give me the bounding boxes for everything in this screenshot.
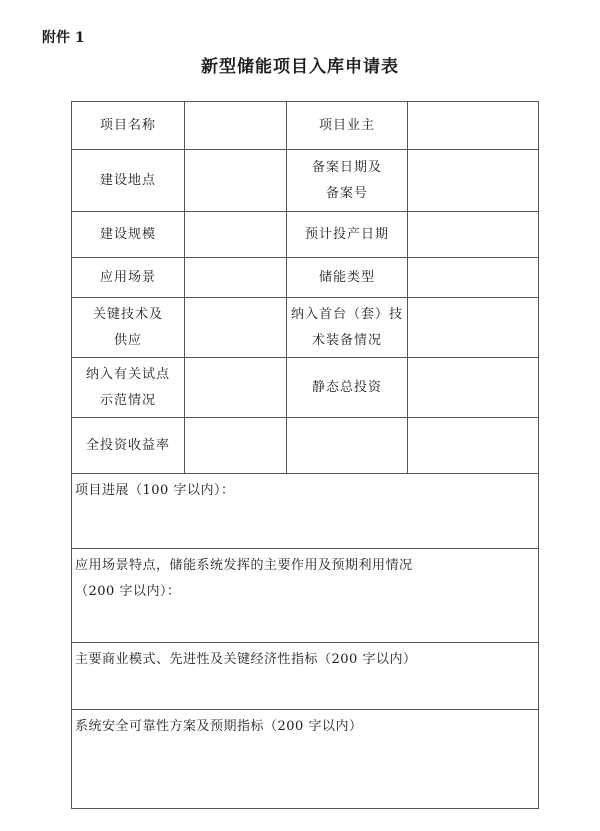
project-name-label: 项目名称 (72, 102, 185, 150)
storage-type-label: 储能类型 (287, 258, 408, 298)
irr-label: 全投资收益率 (72, 418, 185, 474)
table-row (72, 643, 539, 710)
filing-label (287, 150, 408, 212)
pilot-label-line1: 纳入有关试点 (85, 366, 170, 382)
business-model-label: 主要商业模式、先进性及关键经济性指标（200 字以内） (75, 652, 417, 667)
empty-cell[interactable] (408, 418, 539, 474)
table-row (72, 549, 539, 643)
scenario-value-cell[interactable] (185, 258, 287, 298)
scale-label: 建设规模 (72, 212, 185, 258)
safety-label: 系统安全可靠性方案及预期指标（200 字以内） (75, 719, 363, 734)
empty-cell[interactable] (287, 418, 408, 474)
project-owner-value-cell[interactable] (408, 102, 539, 150)
table-row (72, 258, 539, 298)
location-label: 建设地点 (72, 150, 185, 212)
commissioning-date-value-cell[interactable] (408, 212, 539, 258)
business-model-section[interactable] (72, 643, 539, 710)
first-set-value-cell[interactable] (408, 298, 539, 358)
scale-value-cell[interactable] (185, 212, 287, 258)
key-tech-label (72, 298, 185, 358)
key-tech-label-line2: 供应 (113, 332, 142, 348)
scenario-features-label-line1: 应用场景特点，储能系统发挥的主要作用及预期利用情况 (75, 558, 413, 573)
project-name-value-cell[interactable] (185, 102, 287, 150)
static-investment-label: 静态总投资 (287, 358, 408, 418)
commissioning-date-label: 预计投产日期 (287, 212, 408, 258)
safety-section[interactable] (72, 710, 539, 809)
first-set-label (287, 298, 408, 358)
filing-label-line1: 备案日期及 (311, 159, 382, 175)
key-tech-value-cell[interactable] (185, 298, 287, 358)
table-row (72, 358, 539, 418)
first-set-label-line2: 术装备情况 (311, 332, 382, 348)
table-row (72, 102, 539, 150)
application-form-table (71, 101, 539, 809)
filing-label-line2: 备案号 (325, 185, 368, 201)
form-title: 新型储能项目入库申请表 (201, 57, 399, 77)
attachment-label: 附件 1 (42, 30, 85, 46)
first-set-label-line1: 纳入首台（套）技 (290, 306, 403, 322)
location-value-cell[interactable] (185, 150, 287, 212)
filing-value-cell[interactable] (408, 150, 539, 212)
table-row (72, 150, 539, 212)
key-tech-label-line1: 关键技术及 (92, 306, 163, 322)
scenario-label: 应用场景 (72, 258, 185, 298)
pilot-label (72, 358, 185, 418)
table-row (72, 418, 539, 474)
table-row (72, 212, 539, 258)
scenario-features-label-line2: （200 字以内）： (75, 584, 181, 599)
progress-section-label: 项目进展（100 字以内）： (75, 483, 235, 498)
pilot-value-cell[interactable] (185, 358, 287, 418)
table-row (72, 710, 539, 809)
storage-type-value-cell[interactable] (408, 258, 539, 298)
project-owner-label: 项目业主 (287, 102, 408, 150)
scenario-features-section[interactable] (72, 549, 539, 643)
table-row (72, 474, 539, 549)
table-row (72, 298, 539, 358)
static-investment-value-cell[interactable] (408, 358, 539, 418)
progress-section[interactable] (72, 474, 539, 549)
irr-value-cell[interactable] (185, 418, 287, 474)
pilot-label-line2: 示范情况 (99, 392, 156, 408)
